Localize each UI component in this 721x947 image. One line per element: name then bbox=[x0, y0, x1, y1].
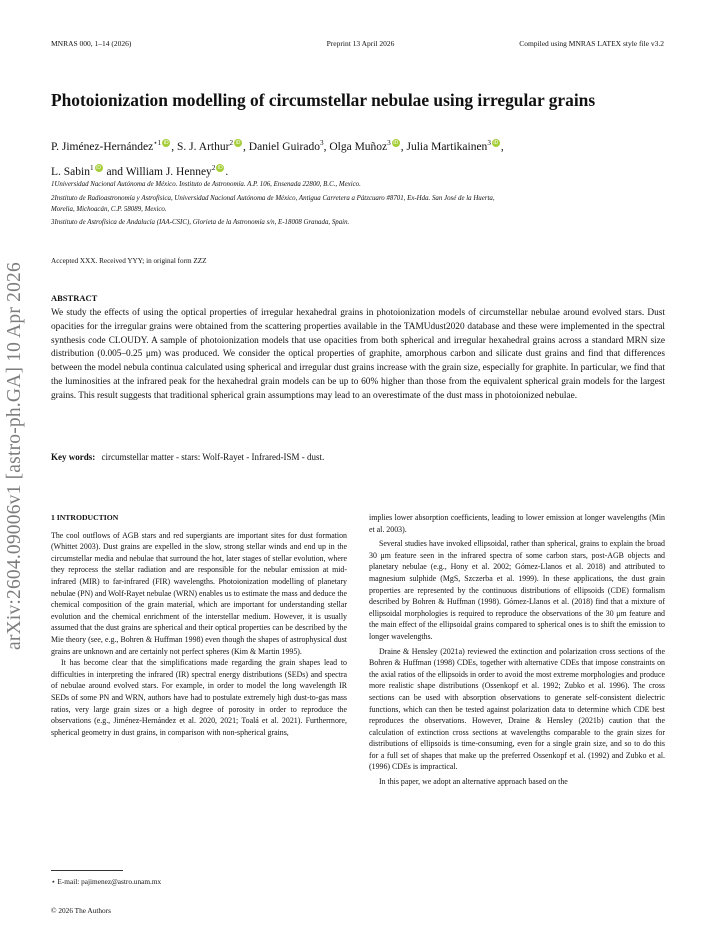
accepted-line: Accepted XXX. Received YYY; in original form ZZZ bbox=[51, 257, 207, 265]
left-column bbox=[51, 512, 347, 738]
affiliation-2-cont: Morelia, Michoacán, C.P. 58089, Mexico. bbox=[51, 206, 167, 213]
right-paragraph-0: implies lower absorption coefficients, leading to lower emission at longer wavelengths (Min et al. 2003). bbox=[369, 513, 665, 534]
abstract-heading: ABSTRACT bbox=[51, 293, 98, 303]
header-style: Compiled using MNRAS LATEX style file v3.2 bbox=[519, 39, 664, 48]
header-preprint: Preprint 13 April 2026 bbox=[326, 39, 395, 48]
section-heading-introduction: 1 INTRODUCTION bbox=[51, 513, 119, 522]
arxiv-stamp: arXiv:2604.09006v1 [astro-ph.GA] 10 Apr 2026 bbox=[4, 262, 25, 650]
header-journal: MNRAS 000, 1–14 (2026) bbox=[51, 39, 132, 48]
orcid-icon[interactable]: iD bbox=[393, 139, 399, 146]
keywords-text: circumstellar matter - stars: Wolf-Rayet - Infrared-ISM - dust. bbox=[101, 452, 325, 462]
right-paragraph-2: Draine & Hensley (2021a) reviewed the extinction and polarization cross sections of the Bohren & Huffman (1998) CDEs, together with alternative CDEs that impose constraints on the axial ratios of the ellipsoids in order to avoid the most extreme morphologies and produce more realistic shape distributions (Ossenkopf et al. 1992; Zubko et al. 1996). The cross sections can be used with absorption observations to generate self-consistent dielectric functions, which can then be tested against polarization data to determine which CDE best reproduces the observations. However, Draine & Hensley (2021b) caution that the calculation of extinction cross sections at wavelengths comparable to the grain sizes for distributions of ellipsoids is time-consuming, even for a single grain size, and so to do this for a full set of shapes that make up the preferred Ossenkopf et al. (1992) and Zubko et al. (1996) CDEs is impractical. bbox=[369, 646, 665, 772]
footnote-rule bbox=[51, 870, 123, 871]
affiliation-3: 3Instituto de Astrofísica de Andalucía (IAA-CSIC), Glorieta de la Astronomía s/n, E-18008 Granada, Spain. bbox=[51, 219, 350, 226]
orcid-icon[interactable]: iD bbox=[163, 139, 169, 146]
right-paragraph-3: In this paper, we adopt an alternative approach based on the bbox=[379, 777, 568, 787]
orcid-icon[interactable]: iD bbox=[493, 139, 499, 146]
orcid-icon[interactable]: iD bbox=[218, 164, 223, 171]
affiliation-2: 2Instituto de Radioastronomía y Astrofísica, Universidad Nacional Autónoma de México, Antigua Carretera a Pátzcuaro #8701, Ex-Hda. San José de la Huerta, bbox=[51, 195, 495, 202]
right-column bbox=[369, 512, 665, 788]
affiliation-1: 1Universidad Nacional Autónoma de México. Instituto de Astronomía. A.P. 106, Ensenada 22800, B.C., Mexico. bbox=[51, 181, 361, 188]
footnote-email: ⋆ E-mail: pajimenez@astro.unam.mx bbox=[51, 877, 162, 886]
keywords bbox=[51, 452, 324, 462]
orcid-icon[interactable]: iD bbox=[235, 139, 241, 146]
paper-title: Photoionization modelling of circumstellar nebulae using irregular grains bbox=[51, 90, 596, 110]
intro-paragraph-2: It has become clear that the simplifications made regarding the grain shapes lead to difficulties in interpreting the infrared (IR) spectral energy distributions (SEDs) and spectra of nebulae around evolved stars. For example, in order to model the long wavelength IR SEDs of some PN and WRN, authors have had to postulate extremely high dust-to-gas mass ratios, very large grain sizes or a high degree of porosity in order to reproduce the observations (e.g., Jiménez-Hernández et al. 2020, 2021; Toalá et al. 2021). Furthermore, spherical geometry in dust grains, in comparison with non-spherical grains, bbox=[51, 658, 347, 737]
intro-paragraph-1: The cool outflows of AGB stars and red supergiants are important sites for dust formation (Whittet 2003). Dust grains are expelled in the slow, strong stellar winds and end up in the circumstellar media and nebulae that surround the hot, later stages of stellar evolution, where they reprocess the stellar radiation and are responsible for the nebular emission at mid-infrared (MIR) to far-infrared (FIR) wavelengths. Photoionization modelling of planetary nebulae (PN) and Wolf-Rayet nebulae (WRN) enables us to estimate the mass and deduce the chemical composition of the grain material, which are important for understanding stellar evolution and the chemical enrichment of the interstellar medium. However, it is usually assumed that the dust grains are spherical and their optical properties can be described by the Mie theory (see, e.g., Bohren & Huffman 1998) even though the shapes of astrophysical dust grains are unknown and are certainly not perfect spheres (Kim & Martin 1995). bbox=[51, 530, 347, 656]
copyright: © 2026 The Authors bbox=[51, 906, 111, 915]
keywords-label: Key words: bbox=[51, 452, 96, 462]
abstract-text: We study the effects of using the optical properties of irregular hexahedral grains in photoionization models of circumstellar nebulae around evolved stars. Dust opacities for the irregular grains were obtained from the scattering properties available in the TAMUdust2020 database and these were implemented in the spectral synthesis code CLOUDY. A sample of photoionization models that use opacities from both spherical and irregular hexahedral grains across a standard MRN size distribution (0.005–0.25 μm) was produced. We consider the optical properties of graphite, amorphous carbon and silicate dust grains and find that differences between the model nebula continua calculated using spherical and irregular dust grains increase with the grain size, especially for graphite. In particular, we find that the luminosities at the infrared peak for the hexahedral grain models can be up to 60% higher than those from the equivalent spherical grain models for the largest grains. This result suggests that traditional spherical grain assumptions may lead to an overestimate of the dust mass in photoionized nebulae. bbox=[51, 308, 665, 401]
orcid-icon[interactable]: iD bbox=[96, 164, 101, 171]
author-line-1: P. Jiménez-Hernández$^{⋆1}$ iD , S. J. Arthur$^2$ iD , Daniel Guirado$^3$, Olga Muñoz$^3$ iD , Julia Martikainen$^3$ iD , bbox=[51, 139, 504, 153]
right-paragraph-1: Several studies have invoked ellipsoidal, rather than spherical, grains to explain the broad 30 μm feature seen in the infrared spectra of some carbon stars, post-AGB objects and planetary nebulae (e.g., Hony et al. 2002; Gómez-Llanos et al. 2018) and attributed to magnesium sulphide (MgS, Szczerba et al. 1999). In these applications, the dust grain properties are represented by the continuous distributions of ellipsoids (CDE) formalism described by Bohren & Huffman (1998). Gómez-Llanos et al. (2018) find that a mixture of ellipsoidal morphologies is required to reproduce the observations of the 30 μm feature and the main effect of the ellipsoidal grains compared to spherical ones is to shift the emission to longer wavelengths. bbox=[369, 539, 665, 641]
author-line-2: L. Sabin$^1$ iD and William J. Henney$^2$ iD . bbox=[51, 164, 229, 178]
